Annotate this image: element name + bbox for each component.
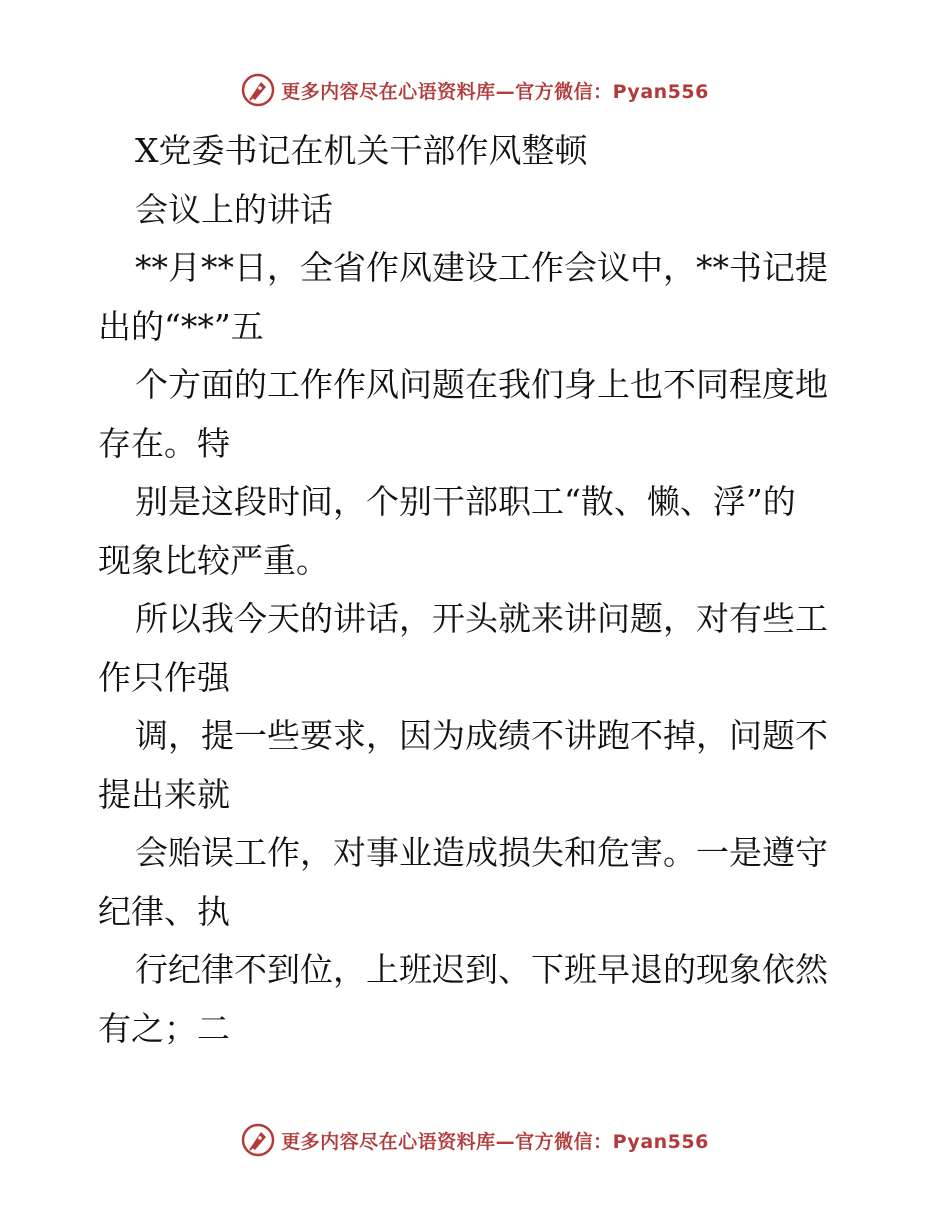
paragraph-line: 提出来就	[98, 774, 230, 814]
title-line-2: 会议上的讲话	[135, 189, 333, 229]
pen-nib-logo-icon	[241, 73, 275, 107]
paragraph-line: 有之；二	[98, 1008, 230, 1048]
paragraph-line: 调，提一些要求，因为成绩不讲跑不掉，问题不	[135, 716, 828, 755]
paragraph-line: 别是这段时间，个别干部职工“散、懒、浮”的	[135, 482, 796, 521]
paragraph-line: 作只作强	[98, 657, 230, 697]
paragraph-line: 存在。特	[98, 423, 230, 463]
paragraph-line: 会贻误工作，对事业造成损失和危害。一是遵守	[135, 833, 828, 872]
paragraph-line: 现象比较严重。	[98, 540, 329, 580]
paragraph-line: **月**日，全省作风建设工作会议中，**书记提	[135, 248, 828, 287]
paragraph-line: 所以我今天的讲话，开头就来讲问题，对有些工	[135, 599, 828, 638]
header-watermark-text: 更多内容尽在心语资料库—官方微信：Pyan556	[281, 80, 709, 103]
paragraph-line: 行纪律不到位，上班迟到、下班早退的现象依然	[135, 950, 828, 989]
document-body	[98, 122, 858, 1058]
footer-watermark-banner	[0, 1120, 950, 1160]
pen-nib-logo-icon	[241, 1123, 275, 1157]
paragraph-line: 纪律、执	[98, 891, 230, 931]
title-line-1: X党委书记在机关干部作风整顿	[135, 131, 588, 170]
paragraph-line: 个方面的工作作风问题在我们身上也不同程度地	[135, 365, 828, 404]
header-watermark-banner	[0, 70, 950, 110]
paragraph-line: 出的“**”五	[98, 306, 264, 346]
footer-watermark-text: 更多内容尽在心语资料库—官方微信：Pyan556	[281, 1130, 709, 1153]
